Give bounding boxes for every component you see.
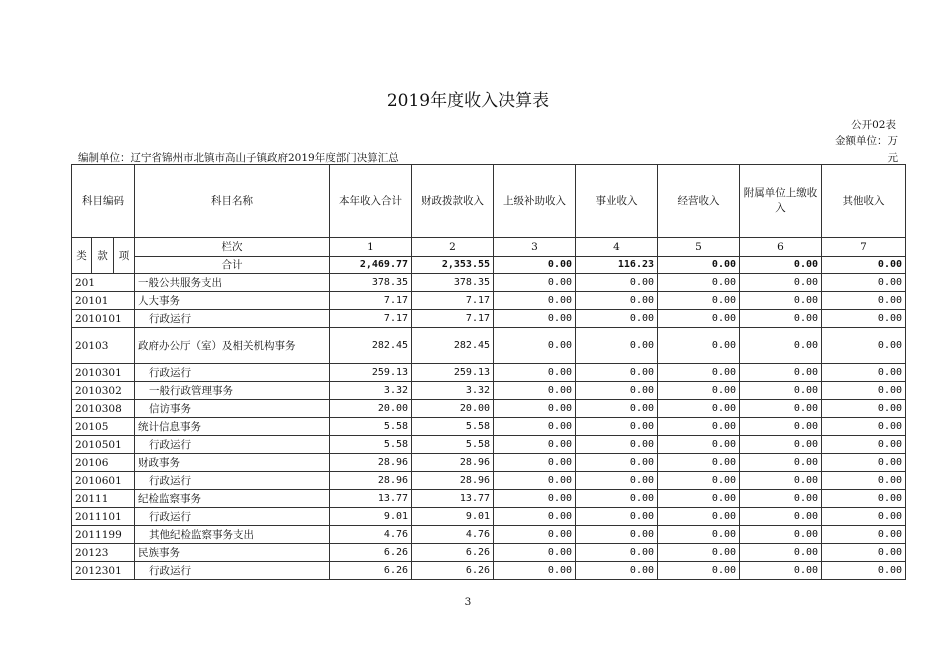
row-value: 0.00 [658, 364, 740, 382]
row-name: 人大事务 [135, 292, 330, 310]
row-value: 282.45 [330, 328, 412, 364]
row-value: 6.26 [412, 544, 494, 562]
row-value: 28.96 [412, 472, 494, 490]
row-value: 13.77 [330, 490, 412, 508]
row-value: 0.00 [576, 472, 658, 490]
row-value: 0.00 [494, 418, 576, 436]
row-value: 0.00 [822, 562, 906, 580]
row-value: 0.00 [576, 364, 658, 382]
row-value: 7.17 [412, 292, 494, 310]
row-value: 0.00 [494, 400, 576, 418]
row-value: 0.00 [576, 544, 658, 562]
table-row [72, 310, 906, 328]
row-value: 0.00 [494, 364, 576, 382]
table-row [72, 418, 906, 436]
row-value: 0.00 [576, 328, 658, 364]
row-value: 0.00 [740, 382, 822, 400]
row-value: 378.35 [330, 274, 412, 292]
row-value: 0.00 [494, 562, 576, 580]
row-name: 统计信息事务 [135, 418, 330, 436]
row-name: 一般公共服务支出 [135, 274, 330, 292]
col-number: 6 [740, 238, 822, 257]
row-code: 2011101 [72, 508, 135, 526]
row-value: 0.00 [740, 274, 822, 292]
row-value: 0.00 [576, 454, 658, 472]
col-number: 3 [494, 238, 576, 257]
row-value: 3.32 [412, 382, 494, 400]
header-code: 科目编码 [72, 165, 135, 238]
row-value: 0.00 [658, 292, 740, 310]
row-value: 0.00 [822, 382, 906, 400]
header-c6: 附属单位上缴收入 [740, 165, 822, 238]
total-value: 0.00 [740, 257, 822, 274]
row-value: 3.32 [330, 382, 412, 400]
row-code: 2011199 [72, 526, 135, 544]
lanci-row [72, 238, 906, 257]
row-value: 0.00 [740, 292, 822, 310]
row-name: 一般行政管理事务 [135, 382, 330, 400]
row-name: 行政运行 [135, 472, 330, 490]
row-code: 20103 [72, 328, 135, 364]
total-value: 0.00 [822, 257, 906, 274]
row-value: 0.00 [822, 472, 906, 490]
table-row [72, 490, 906, 508]
row-value: 0.00 [576, 436, 658, 454]
row-code: 20123 [72, 544, 135, 562]
row-value: 0.00 [822, 526, 906, 544]
total-row [72, 257, 906, 274]
row-value: 9.01 [412, 508, 494, 526]
row-value: 0.00 [822, 328, 906, 364]
row-value: 28.96 [330, 454, 412, 472]
xiang-label: 项 [114, 238, 135, 274]
row-code: 2010308 [72, 400, 135, 418]
row-value: 0.00 [740, 310, 822, 328]
row-value: 0.00 [822, 454, 906, 472]
row-value: 0.00 [658, 562, 740, 580]
row-value: 0.00 [494, 436, 576, 454]
row-value: 0.00 [740, 436, 822, 454]
row-value: 5.58 [412, 436, 494, 454]
row-value: 7.17 [412, 310, 494, 328]
table-row [72, 436, 906, 454]
row-value: 0.00 [576, 310, 658, 328]
row-code: 20101 [72, 292, 135, 310]
row-value: 282.45 [412, 328, 494, 364]
table-row [72, 400, 906, 418]
row-value: 0.00 [822, 292, 906, 310]
row-value: 0.00 [658, 472, 740, 490]
row-code: 2010101 [72, 310, 135, 328]
row-value: 4.76 [412, 526, 494, 544]
row-value: 0.00 [658, 436, 740, 454]
row-value: 0.00 [740, 418, 822, 436]
total-value: 116.23 [576, 257, 658, 274]
row-value: 0.00 [576, 382, 658, 400]
header-row [72, 165, 906, 238]
table-row [72, 526, 906, 544]
col-number: 1 [330, 238, 412, 257]
row-value: 0.00 [576, 562, 658, 580]
row-code: 2012301 [72, 562, 135, 580]
table-row [72, 364, 906, 382]
page-number: 3 [464, 596, 472, 608]
total-value: 0.00 [658, 257, 740, 274]
row-value: 7.17 [330, 292, 412, 310]
row-value: 0.00 [740, 364, 822, 382]
row-value: 0.00 [658, 274, 740, 292]
row-value: 259.13 [412, 364, 494, 382]
row-value: 0.00 [658, 544, 740, 562]
row-value: 0.00 [740, 544, 822, 562]
row-name: 行政运行 [135, 562, 330, 580]
row-value: 0.00 [740, 472, 822, 490]
row-value: 5.58 [330, 436, 412, 454]
row-value: 0.00 [658, 310, 740, 328]
row-value: 0.00 [494, 328, 576, 364]
row-value: 0.00 [494, 274, 576, 292]
row-value: 0.00 [576, 490, 658, 508]
row-value: 0.00 [740, 400, 822, 418]
row-value: 20.00 [412, 400, 494, 418]
table-row [72, 274, 906, 292]
table-row [72, 508, 906, 526]
row-value: 5.58 [330, 418, 412, 436]
row-name: 行政运行 [135, 436, 330, 454]
row-value: 28.96 [412, 454, 494, 472]
row-value: 0.00 [740, 328, 822, 364]
row-name: 行政运行 [135, 310, 330, 328]
unit-label: 金额单位：万 [835, 135, 898, 147]
header-c2: 财政拨款收入 [412, 165, 494, 238]
table-row [72, 382, 906, 400]
header-c1: 本年收入合计 [330, 165, 412, 238]
col-number: 2 [412, 238, 494, 257]
row-value: 0.00 [658, 418, 740, 436]
row-name: 信访事务 [135, 400, 330, 418]
header-c3: 上级补助收入 [494, 165, 576, 238]
row-value: 0.00 [822, 490, 906, 508]
row-value: 13.77 [412, 490, 494, 508]
row-value: 0.00 [494, 508, 576, 526]
row-code: 2010501 [72, 436, 135, 454]
row-value: 0.00 [494, 382, 576, 400]
row-value: 0.00 [658, 328, 740, 364]
table-row [72, 292, 906, 310]
row-name: 民族事务 [135, 544, 330, 562]
row-value: 0.00 [822, 310, 906, 328]
row-value: 0.00 [658, 526, 740, 544]
row-name: 行政运行 [135, 508, 330, 526]
row-name: 行政运行 [135, 364, 330, 382]
org-label: 编制单位：辽宁省锦州市北镇市高山子镇政府2019年度部门决算汇总 [78, 152, 399, 164]
row-value: 0.00 [658, 400, 740, 418]
row-code: 20106 [72, 454, 135, 472]
row-value: 6.26 [330, 562, 412, 580]
row-value: 0.00 [494, 472, 576, 490]
row-value: 0.00 [576, 418, 658, 436]
table-row [72, 472, 906, 490]
row-value: 0.00 [494, 310, 576, 328]
lanci-label: 栏次 [135, 238, 330, 257]
row-value: 0.00 [740, 508, 822, 526]
row-value: 0.00 [822, 400, 906, 418]
row-name: 政府办公厅（室）及相关机构事务 [135, 328, 330, 364]
row-value: 0.00 [576, 400, 658, 418]
total-value: 2,469.77 [330, 257, 412, 274]
row-code: 2010301 [72, 364, 135, 382]
row-value: 0.00 [740, 562, 822, 580]
row-value: 28.96 [330, 472, 412, 490]
table-row [72, 328, 906, 364]
row-value: 259.13 [330, 364, 412, 382]
col-number: 4 [576, 238, 658, 257]
row-value: 378.35 [412, 274, 494, 292]
row-value: 0.00 [740, 490, 822, 508]
row-value: 20.00 [330, 400, 412, 418]
income-table [71, 164, 906, 580]
row-value: 0.00 [822, 418, 906, 436]
row-value: 0.00 [576, 292, 658, 310]
row-name: 其他纪检监察事务支出 [135, 526, 330, 544]
kuan-label: 款 [92, 238, 114, 274]
row-value: 6.26 [330, 544, 412, 562]
row-value: 0.00 [740, 526, 822, 544]
row-value: 0.00 [658, 454, 740, 472]
row-value: 0.00 [494, 454, 576, 472]
table-row [72, 544, 906, 562]
row-name: 纪检监察事务 [135, 490, 330, 508]
header-c5: 经营收入 [658, 165, 740, 238]
row-value: 0.00 [494, 490, 576, 508]
row-value: 0.00 [576, 274, 658, 292]
row-value: 4.76 [330, 526, 412, 544]
row-value: 0.00 [822, 508, 906, 526]
row-value: 0.00 [658, 490, 740, 508]
row-code: 20105 [72, 418, 135, 436]
row-value: 6.26 [412, 562, 494, 580]
row-code: 2010302 [72, 382, 135, 400]
row-value: 0.00 [576, 508, 658, 526]
row-value: 0.00 [822, 274, 906, 292]
row-code: 2010601 [72, 472, 135, 490]
row-value: 0.00 [658, 382, 740, 400]
row-value: 7.17 [330, 310, 412, 328]
row-value: 0.00 [658, 508, 740, 526]
row-value: 0.00 [822, 436, 906, 454]
row-value: 0.00 [822, 364, 906, 382]
total-value: 2,353.55 [412, 257, 494, 274]
header-name: 科目名称 [135, 165, 330, 238]
total-value: 0.00 [494, 257, 576, 274]
row-code: 20111 [72, 490, 135, 508]
row-value: 0.00 [494, 292, 576, 310]
unit-label-wrap: 元 [887, 152, 898, 164]
row-value: 9.01 [330, 508, 412, 526]
header-c4: 事业收入 [576, 165, 658, 238]
table-row [72, 562, 906, 580]
row-value: 5.58 [412, 418, 494, 436]
table-number: 公开02表 [851, 119, 896, 131]
header-c7: 其他收入 [822, 165, 906, 238]
col-number: 7 [822, 238, 906, 257]
table-row [72, 454, 906, 472]
row-value: 0.00 [576, 526, 658, 544]
row-code: 201 [72, 274, 135, 292]
row-value: 0.00 [494, 544, 576, 562]
row-value: 0.00 [740, 454, 822, 472]
row-value: 0.00 [822, 544, 906, 562]
lei-label: 类 [72, 238, 92, 274]
page-title: 2019年度收入决算表 [386, 91, 550, 111]
row-value: 0.00 [494, 526, 576, 544]
total-label: 合计 [135, 257, 330, 274]
col-number: 5 [658, 238, 740, 257]
row-name: 财政事务 [135, 454, 330, 472]
